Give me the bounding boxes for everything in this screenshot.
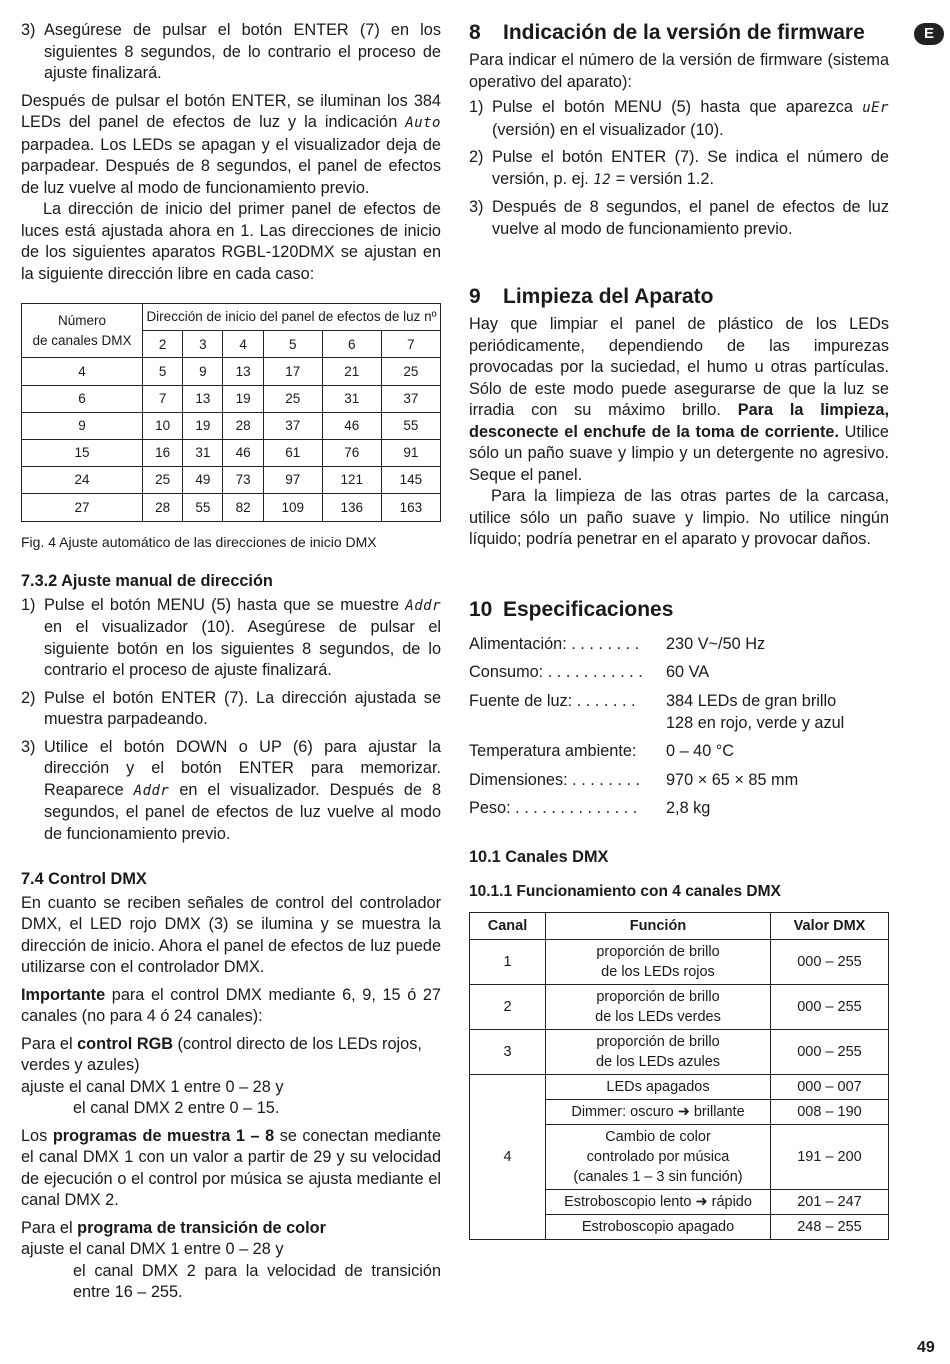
step-item — [21, 20, 441, 85]
table-row: Estroboscopio lento ➜ rápido 201 – 247 — [470, 1190, 889, 1215]
section-heading-7-4: 7.4 Control DMX — [21, 870, 147, 888]
left-column — [21, 20, 441, 1304]
table-row — [22, 467, 441, 494]
section-heading-10-1: 10.1 Canales DMX — [469, 848, 609, 866]
table-cell: 46 — [223, 439, 263, 466]
table-cell: 46 — [322, 412, 381, 439]
table-cell: 7 — [143, 385, 183, 412]
paragraph: Después de pulsar el botón ENTER, se iluminan los 384 LEDs del panel de efectos de luz y la indicación Auto parpadea. Los LEDs se apagan y el visualizador deja de parpadear. Después de 8 segundos, el panel de efectos de luz vuelve al modo de funcionamiento previo. — [21, 91, 441, 197]
spec-row: Dimensiones: . . . . . . . . 970 × 65 × 85 mm — [469, 770, 799, 789]
paragraph: Para el control RGB (control directo de los LEDs rojos, verdes y azules) ajuste el canal DMX 1 entre 0 – 28 y el canal DMX 2 entre 0 – 15. — [21, 1034, 422, 1117]
table-cell: 31 — [322, 385, 381, 412]
spec-row: Alimentación: . . . . . . . . 230 V~/50 Hz — [469, 634, 766, 653]
table-cell: 16 — [143, 439, 183, 466]
display-readout: Auto — [405, 115, 441, 131]
display-readout: Addr — [133, 782, 170, 799]
col-header-canal: Canal — [470, 913, 546, 940]
table-cell: 28 — [143, 494, 183, 521]
paragraph: Hay que limpiar el panel de plástico de los LEDs periódicamente, dependiendo de las impurezas provocadas por la suciedad, el humo u otras partículas. Sólo de este modo puede asegurarse de que la luz se irradia con su máximo brillo. Para la limpieza, desconecte el enchufe de la toma de corriente. Utilice sólo un paño suave y limpio y un detergente no agresivo. Seque el panel. — [469, 315, 889, 484]
spec-row: Temperatura ambiente: 0 – 40 °C — [469, 742, 735, 760]
table-cell: 19 — [223, 385, 263, 412]
col-header-funcion: Función — [546, 913, 771, 940]
section-heading-10: 10 Especificaciones — [469, 597, 674, 621]
step-list-8 — [469, 97, 889, 240]
figure-caption: Fig. 4 Ajuste automático de las direcciones de inicio DMX — [21, 533, 377, 550]
table-row — [22, 358, 441, 385]
section-heading-10-1-1: 10.1.1 Funcionamiento con 4 canales DMX — [469, 882, 781, 900]
table-cell: 55 — [183, 494, 223, 521]
table-cell: 163 — [381, 494, 440, 521]
step-item: 3) Utilice el botón DOWN o UP (6) para ajustar la dirección y el botón ENTER para memorizar. Reaparece Addr en el visualizador. Después de 8 segundos, el panel de efectos de luz vuelve al modo de funcionamiento previo. — [21, 737, 442, 843]
step-item: 3) Después de 8 segundos, el panel de efectos de luz vuelve al modo de funcionamiento previo. — [469, 198, 889, 238]
channels-header: Número de canales DMX — [22, 304, 143, 358]
table-cell: 28 — [223, 412, 263, 439]
table-cell: 61 — [263, 439, 322, 466]
table-row: 3 proporción de brillo de los LEDs azules 000 – 255 — [470, 1030, 889, 1075]
table-row: Dimmer: oscuro ➜ brillante 008 – 190 — [470, 1100, 889, 1125]
display-readout: Addr — [405, 597, 441, 614]
table-cell: 13 — [223, 358, 263, 385]
table-cell: 19 — [183, 412, 223, 439]
panel-number-cell: 5 — [263, 331, 322, 358]
paragraph: el canal DMX 2 para la velocidad de transición entre 16 – 255. — [73, 1261, 441, 1301]
step-list-top — [21, 20, 441, 85]
table-cell: 5 — [143, 358, 183, 385]
table-cell: 73 — [223, 467, 263, 494]
table-cell: 17 — [263, 358, 322, 385]
table-cell: 10 — [143, 412, 183, 439]
panel-number-cell: 3 — [183, 331, 223, 358]
step-item: 2) Pulse el botón ENTER (7). La dirección ajustada se muestra parpadeando. — [21, 688, 441, 728]
table-cell: 24 — [22, 467, 143, 494]
table-cell: 31 — [183, 439, 223, 466]
table-row: Estroboscopio apagado 248 – 255 — [470, 1215, 889, 1240]
table-cell: 136 — [322, 494, 381, 521]
panel-number-cell: 2 — [143, 331, 183, 358]
step-item: 2) Pulse el botón ENTER (7). Se indica el número de versión, p. ej. 12 = versión 1.2. — [469, 148, 889, 188]
step-item: 1) Pulse el botón MENU (5) hasta que aparezca uEr (versión) en el visualizador (10). — [469, 98, 889, 139]
spec-row: Consumo: . . . . . . . . . . . 60 VA — [469, 663, 710, 681]
table-cell: 76 — [322, 439, 381, 466]
table-cell: 25 — [143, 467, 183, 494]
spec-list — [469, 633, 889, 820]
table-row: Cambio de color controlado por música (canales 1 – 3 sin función) 191 – 200 — [470, 1125, 889, 1190]
table-cell: 37 — [263, 412, 322, 439]
paragraph: Importante para el control DMX mediante 6, 9, 15 ó 27 canales (no para 4 ó 24 canales): — [21, 985, 441, 1025]
right-column — [469, 20, 889, 1240]
display-readout: uEr — [862, 100, 889, 116]
table-cell: 9 — [22, 412, 143, 439]
panel-number-cell: 4 — [223, 331, 263, 358]
col-header-valor: Valor DMX — [771, 913, 889, 940]
table-row: 2 proporción de brillo de los LEDs verdes 000 – 255 — [470, 985, 889, 1030]
language-badge: E — [914, 23, 944, 45]
table-row — [22, 494, 441, 521]
section-heading-9: 9 Limpieza del Aparato — [469, 285, 714, 308]
fig4-start-address-table — [21, 303, 441, 522]
table-cell: 82 — [223, 494, 263, 521]
page-number: 49 — [917, 1339, 935, 1356]
table-row — [22, 412, 441, 439]
step-number: 3) — [21, 21, 36, 39]
step-list-732 — [21, 595, 441, 846]
table-cell: 37 — [381, 385, 440, 412]
display-readout: 12 — [593, 171, 612, 188]
section-heading-8: 8 Indicación de la versión de firmware — [469, 21, 865, 44]
paragraph: Para indicar el número de la versión de firmware (sistema operativo del aparato): — [469, 51, 889, 91]
table-cell: 4 — [22, 358, 143, 385]
table-cell: 91 — [381, 439, 440, 466]
spec-row: Peso: . . . . . . . . . . . . . . 2,8 kg — [469, 799, 711, 817]
table-cell: 121 — [322, 467, 381, 494]
dmx-4-channel-table — [469, 912, 889, 1240]
table-row: 4 LEDs apagados 000 – 007 — [470, 1075, 889, 1100]
step-text: Asegúrese de pulsar el botón ENTER (7) en los siguientes 8 segundos, de lo contrario el proceso de ajuste finalizará. — [44, 21, 441, 82]
table-row — [22, 385, 441, 412]
table-cell: 9 — [183, 358, 223, 385]
step-item: 1) Pulse el botón MENU (5) hasta que se muestre Addr en el visualizador (10). Asegúrese de pulsar el siguiente botón en los siguientes 8 segundos, de lo contrario el proceso de ajuste finalizará. — [21, 595, 441, 679]
table-cell: 27 — [22, 494, 143, 521]
table-cell: 97 — [263, 467, 322, 494]
paragraph: En cuanto se reciben señales de control del controlador DMX, el LED rojo DMX (3) se ilumina y se muestra la dirección de inicio. Ahora el panel de efectos de luz puede utilizarse con el controlador DMX. — [21, 893, 441, 976]
table-cell: 25 — [381, 358, 440, 385]
panel-number-cell: 7 — [381, 331, 440, 358]
paragraph: Los programas de muestra 1 – 8 se conectan mediante el canal DMX 1 con un valor a partir de 29 y su velocidad de ejecución o el control por música se ajusta mediante el canal DMX 2. — [21, 1126, 442, 1209]
paragraph: Para el programa de transición de color ajuste el canal DMX 1 entre 0 – 28 y — [21, 1218, 326, 1258]
table-cell: 6 — [22, 385, 143, 412]
panel-number-cell: 6 — [322, 331, 381, 358]
section-heading-7-3-2: 7.3.2 Ajuste manual de dirección — [21, 572, 273, 590]
table-cell: 145 — [381, 467, 440, 494]
table-cell: 55 — [381, 412, 440, 439]
table-cell: 109 — [263, 494, 322, 521]
spec-row: Fuente de luz: . . . . . . . 384 LEDs de gran brillo 128 en rojo, verde y azul — [469, 691, 845, 732]
panel-address-header: Dirección de inicio del panel de efectos de luz nº — [143, 304, 441, 331]
paragraph: Para la limpieza de las otras partes de la carcasa, utilice sólo un paño suave y limpio. No utilice ningún líquido; podría penetrar en el aparato y provocar daños. — [469, 487, 889, 548]
table-row — [22, 439, 441, 466]
table-row: 1 proporción de brillo de los LEDs rojos 000 – 255 — [470, 940, 889, 985]
table-cell: 13 — [183, 385, 223, 412]
table-cell: 21 — [322, 358, 381, 385]
paragraph: La dirección de inicio del primer panel de efectos de luces está ajustada ahora en 1. Las direcciones de inicio de los siguientes aparatos RGBL-120DMX se ajustan en la siguiente dirección libre en cada caso: — [21, 200, 441, 283]
table-cell: 25 — [263, 385, 322, 412]
table-cell: 49 — [183, 467, 223, 494]
table-cell: 15 — [22, 439, 143, 466]
